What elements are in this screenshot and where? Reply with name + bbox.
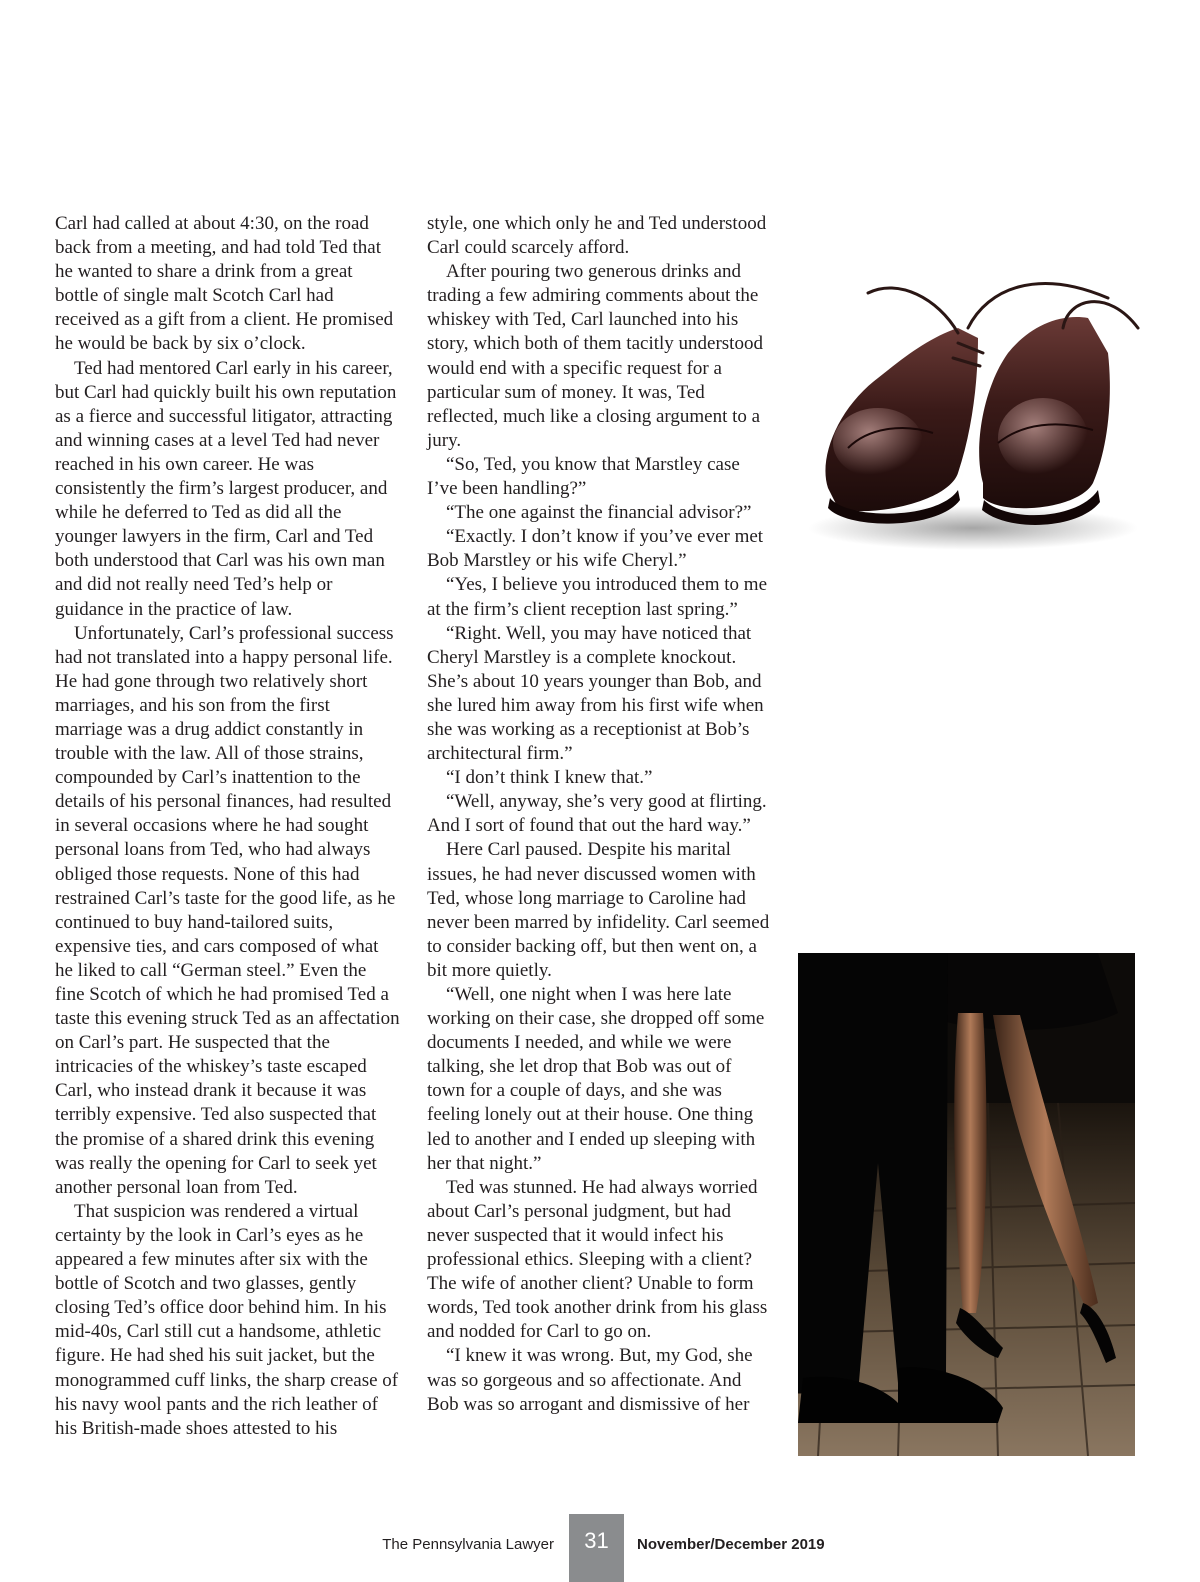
paragraph: Carl had called at about 4:30, on the road back from a meeting, and had told Ted that he wanted to share a drink from a great bottle of single malt Scotch Carl had received as a gift from a client. He promised he would be back by six o’clock. [55, 213, 394, 355]
paragraph: “Yes, I believe you introduced them to me at the firm’s client reception last spring.” [427, 574, 767, 620]
paragraph: style, one which only he and Ted understood Carl could scarcely afford. [427, 213, 767, 259]
paragraph: “The one against the financial advisor?” [446, 502, 752, 524]
paragraph: “I don’t think I knew that.” [446, 767, 653, 789]
paragraph: Ted was stunned. He had always worried about Carl’s personal judgment, but had never suspected that it would infect his professional ethics. Sleeping with a client? The wife of another client? Unable to form words, Ted took another drink from his glass and nodded for Carl to go on. [427, 1176, 768, 1343]
page-footer [0, 1514, 1200, 1582]
couple-legs-photo [798, 953, 1135, 1456]
paragraph: “So, Ted, you know that Marstley case I’ve been handling?” [427, 453, 740, 500]
dress-shoes-image [808, 258, 1143, 558]
paragraph: After pouring two generous drinks and trading a few admiring comments about the whiskey with Ted, Carl launched into his story, which both of them tacitly understood would end with a specific request for a particular sum of money. It was, Ted reflected, much like a closing argument to a jury. [427, 261, 763, 451]
article-column-1 [55, 212, 400, 1441]
paragraph: That suspicion was rendered a virtual certainty by the look in Carl’s eyes as he appeared a few minutes after six with the bottle of Scotch and two glasses, gently closing Ted’s office door behind him. In his mid-40s, Carl still cut a handsome, athletic figure. He had shed his suit jacket, but the monogrammed cuff links, the sharp crease of his navy wool pants and the rich leather of his British-made shoes attested to his [55, 1200, 399, 1439]
page-number-box [569, 1514, 624, 1582]
publication-name: The Pennsylvania Lawyer [382, 1536, 554, 1553]
issue-date: November/December 2019 [637, 1536, 825, 1553]
paragraph: Unfortunately, Carl’s professional success had not translated into a happy personal life. He had gone through two relatively short marriages, and his son from the first marriage was a drug addict constantly in trouble with the law. All of those strains, compounded by Carl’s inattention to the details of his personal finances, had resulted in several occasions where he had sought personal loans from Ted, who had always obliged those requests. None of this had restrained Carl’s taste for the good life, as he continued to buy hand-tailored suits, expensive ties, and cars composed of what he liked to call “German steel.” Even the fine Scotch of which he had promised Ted a taste this evening struck Ted as an affectation on Carl’s part. He suspected that the intricacies of the whiskey’s taste escaped Carl, who instead drank it because it was terribly expensive. Ted also suspected that the promise of a shared drink this evening was really the opening for Carl to seek yet another personal loan from Ted. [55, 622, 400, 1198]
paragraph: Here Carl paused. Despite his marital issues, he had never discussed women with Ted, whose long marriage to Caroline had never been marred by infidelity. Carl seemed to consider backing off, but then went on, a bit more quietly. [427, 839, 770, 981]
paragraph: “Well, one night when I was here late working on their case, she dropped off some documents I needed, and while we were talking, she let drop that Bob was out of town for a couple of days, and she was feeling lonely out at their house. One thing led to another and I ended up sleeping with her that night.” [427, 984, 765, 1174]
paragraph: Ted had mentored Carl early in his career, but Carl had quickly built his own reputation as a fierce and successful litigator, attracting and winning cases at a level Ted had never reached in his own career. He was consistently the firm’s largest producer, and while he deferred to Ted as did all the younger lawyers in the firm, Carl and Ted both understood that Carl was his own man and did not really need Ted’s help or guidance in the practice of law. [55, 357, 397, 620]
paragraph: “Exactly. I don’t know if you’ve ever met Bob Marstley or his wife Cheryl.” [427, 526, 764, 572]
paragraph: “I knew it was wrong. But, my God, she was so gorgeous and so affectionate. And Bob was so arrogant and dismissive of her [427, 1345, 753, 1415]
article-column-2 [427, 212, 772, 1417]
paragraph: “Well, anyway, she’s very good at flirting. And I sort of found that out the hard way.” [427, 791, 767, 837]
page-number: 31 [584, 1528, 609, 1553]
paragraph: “Right. Well, you may have noticed that Cheryl Marstley is a complete knockout. She’s about 10 years younger than Bob, and she lured him away from his first wife when she was working as a receptionist at Bob’s architectural firm.” [427, 622, 764, 765]
